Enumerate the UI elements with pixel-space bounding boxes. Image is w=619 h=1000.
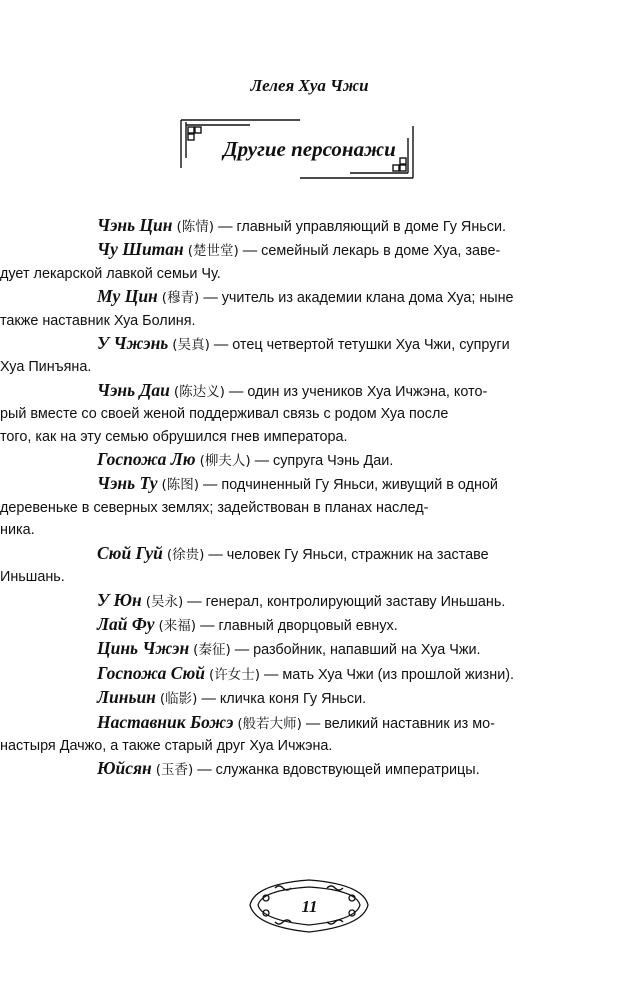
character-name: Му Цин [97, 286, 158, 307]
character-hanzi: (陈图) [161, 477, 200, 494]
character-hanzi: (陈达义) [173, 383, 225, 400]
entry-text: ника. [0, 522, 35, 539]
entry-text: — учитель из академии клана дома Хуа; ныне [203, 290, 514, 307]
entry-text: — отец четвертой тетушки Хуа Чжи, супруги [213, 337, 510, 354]
entry-text: — великий наставник из мо- [305, 715, 495, 732]
entry-text: рый вместе со своей женой поддерживал связь с родом Хуа после [0, 406, 449, 423]
chapter-title: Другие персонажи [223, 137, 396, 161]
entry-text: — кличка коня Гу Яньси. [201, 691, 367, 708]
entry-text: того, как на эту семью обрушился гнев императора. [0, 428, 348, 445]
character-hanzi: (玉香) [155, 762, 194, 779]
character-hanzi: (徐贵) [166, 546, 205, 563]
entry-text: Хуа Пинъяна. [0, 359, 92, 376]
entry-text: — служанка вдовствующей императрицы. [197, 762, 480, 779]
entry-text: также наставник Хуа Болиня. [0, 312, 196, 329]
entry-text: Иньшань. [0, 569, 65, 586]
entry-text: — главный управляющий в доме Гу Яньси. [218, 219, 506, 235]
character-hanzi: (吴永) [145, 593, 184, 610]
character-name: Линьин [97, 687, 156, 708]
character-name: У Чжэнь [97, 333, 169, 354]
entry-text: — семейный лекарь в доме Хуа, заве- [242, 243, 501, 260]
entry-text: настыря Дачжо, а также старый друг Хуа Ичжэна. [0, 737, 333, 754]
character-name: Чу Шитан [97, 239, 184, 260]
entry-text: — мать Хуа Чжи (из прошлой жизни). [264, 666, 515, 683]
character-name: Цинь Чжэн [97, 638, 190, 659]
character-name: У Юн [97, 589, 142, 610]
entry-text: — подчиненный Гу Яньси, живущий в одной [203, 477, 498, 494]
character-hanzi: (楚世堂) [187, 243, 239, 260]
entry-text: — человек Гу Яньси, стражник на заставе [208, 546, 489, 563]
character-name: Чэнь Даи [97, 379, 170, 400]
character-name: Чэнь Цин [97, 215, 173, 235]
character-hanzi: (陈情) [176, 219, 215, 235]
character-hanzi: (来福) [158, 617, 197, 634]
character-name: Чэнь Ту [97, 473, 158, 494]
entry-text: деревеньке в северных землях; задействован в планах наслед- [0, 499, 429, 516]
character-hanzi: (秦征) [193, 642, 231, 659]
character-name: Наставник Божэ [97, 711, 234, 732]
entry-text: — главный дворцовый евнух. [200, 617, 398, 634]
character-name: Госпожа Лю [97, 449, 196, 470]
character-name: Госпожа Сюй [97, 662, 205, 683]
character-name: Юйсян [97, 758, 152, 779]
running-head: Лелея Хуа Чжи [250, 76, 369, 95]
entry-text: — генерал, контролирующий заставу Иньшань. [187, 593, 506, 610]
character-hanzi: (吴真) [172, 337, 210, 354]
entry-text: — один из учеников Хуа Ичжэна, кото- [228, 383, 488, 400]
character-hanzi: (穆青) [161, 290, 200, 307]
entry-text: — разбойник, напавший на Хуа Чжи. [234, 642, 481, 659]
character-hanzi: (临影) [159, 691, 198, 708]
character-hanzi: (柳夫人) [199, 453, 251, 470]
character-hanzi: (许女士) [208, 666, 261, 683]
character-name: Лай Фу [97, 613, 155, 634]
character-name: Сюй Гуй [97, 542, 163, 563]
page-number: 11 [301, 897, 318, 916]
character-hanzi: (般若大师) [237, 715, 302, 732]
entry-text: дует лекарской лавкой семьи Чу. [0, 265, 221, 282]
entry-text: — супруга Чэнь Даи. [254, 453, 394, 470]
